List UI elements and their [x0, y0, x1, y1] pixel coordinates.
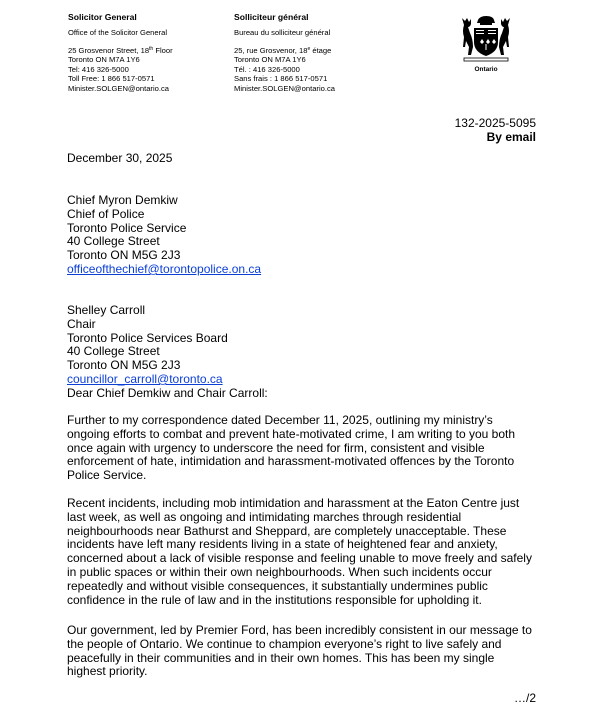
letterhead-tollfree-en: Toll Free: 1 866 517-0571	[68, 74, 155, 84]
paragraph-line: concerned about a lack of visible response and feeling unable to move freely and safely	[67, 551, 532, 566]
body-paragraph-1	[67, 414, 547, 483]
paragraph-line: the people of Ontario. We continue to champion everyone’s right to live safely and	[67, 636, 502, 651]
letterhead-tel-en: Tel: 416 326-5000	[68, 64, 129, 74]
ordinal-suffix: th	[149, 45, 154, 52]
paragraph-line: Our government, led by Premier Ford, has been incredibly consistent in our message to	[67, 623, 532, 637]
address-text: 25 Grosvenor Street, 18	[68, 45, 150, 55]
letterhead-address-line1-fr	[234, 46, 404, 56]
paragraph-line: in public spaces or within their own neighbourhoods. When such incidents occur	[67, 564, 492, 579]
paragraph-line: highest priority.	[67, 664, 148, 679]
recipient-email-link[interactable]: councillor_carroll@toronto.ca	[67, 371, 223, 386]
letterhead-email-en: Minister.SOLGEN@ontario.ca	[68, 83, 169, 93]
recipient-name: Chief Myron Demkiw	[67, 193, 178, 207]
recipient-email-link[interactable]: officeofthechief@torontopolice.on.ca	[67, 261, 262, 276]
paragraph-line: ongoing efforts to combat and prevent hate-motivated crime, I am writing to you both	[67, 426, 516, 441]
recipient-address-2	[67, 304, 547, 387]
salutation: Dear Chief Demkiw and Chair Carroll:	[67, 386, 268, 400]
recipient-name: Shelley Carroll	[67, 303, 146, 317]
recipient-title: Chief of Police	[67, 206, 145, 221]
body-paragraph-2	[67, 497, 547, 607]
letterhead-tollfree-fr: Sans frais : 1 866 517-0571	[234, 74, 328, 84]
letterhead-address-line2-fr: Toronto ON M7A 1Y6	[234, 55, 306, 65]
recipient-organization: Toronto Police Services Board	[67, 330, 228, 345]
paragraph-line: once again with urgency to underscore the need for firm, consistent and visible	[67, 440, 485, 455]
paragraph-line: enforcement of hate, intimidation and harassment-motivated offences by the Toronto	[67, 454, 515, 469]
recipient-street: 40 College Street	[67, 344, 160, 359]
body-paragraph-3	[67, 624, 547, 679]
recipient-street: 40 College Street	[67, 234, 160, 249]
letter-date: December 30, 2025	[67, 151, 173, 165]
ordinal-suffix: e	[307, 45, 311, 52]
letterhead-email-fr: Minister.SOLGEN@ontario.ca	[234, 83, 335, 93]
address-text: étage	[310, 45, 332, 55]
address-text: 25, rue Grosvenor, 18	[234, 45, 308, 55]
recipient-city: Toronto ON M5G 2J3	[67, 358, 181, 373]
ontario-logo-label: Ontario	[474, 66, 498, 73]
letterhead-english	[68, 12, 228, 94]
letterhead-office-en: Office of the Solicitor General	[68, 28, 168, 37]
paragraph-line: peacefully in their communities and in their own homes. This has been my single	[67, 650, 495, 665]
letterhead-title-en: Solicitor General	[68, 12, 137, 22]
paragraph-line: Recent incidents, including mob intimidation and harassment at the Eaton Centre just	[67, 496, 520, 510]
paragraph-line: neighbourhoods near Bathurst and Sheppard, are completely unacceptable. These	[67, 523, 507, 538]
recipient-city: Toronto ON M5G 2J3	[67, 248, 181, 263]
paragraph-line: Police Service.	[67, 468, 147, 483]
paragraph-line: Further to my correspondence dated December 11, 2025, outlining my ministry’s	[67, 413, 493, 427]
address-text: Floor	[153, 45, 173, 55]
paragraph-line: repeatedly and without visible consequences, it substantially undermines public	[67, 578, 488, 593]
reference-block	[455, 116, 536, 144]
paragraph-line: incidents have left many residents living in a state of heightened fear and anxiety,	[67, 537, 498, 552]
letterhead-french	[234, 12, 404, 94]
reference-number: 132-2025-5095	[454, 116, 536, 130]
ontario-coat-of-arms-icon	[458, 14, 514, 64]
letterhead-address-line2-en: Toronto ON M7A 1Y6	[68, 55, 140, 65]
recipient-organization: Toronto Police Service	[67, 220, 187, 235]
letterhead-office-fr: Bureau du solliciteur général	[234, 28, 331, 37]
recipient-title: Chair	[67, 316, 96, 331]
letterhead-tel-fr: Tél. : 416 326-5000	[234, 64, 300, 74]
ontario-logo	[458, 14, 514, 76]
letterhead-title-fr: Solliciteur général	[234, 12, 309, 22]
letterhead-address-line1-en	[68, 46, 228, 56]
delivery-method: By email	[486, 130, 536, 144]
page-continuation: …/2	[513, 691, 536, 705]
recipient-address-1	[67, 194, 547, 277]
paragraph-line: confidence in the rule of law and in the institutions responsible for upholding it.	[67, 592, 482, 607]
paragraph-line: last week, as well as ongoing and intimidating marches through residential	[67, 509, 462, 524]
